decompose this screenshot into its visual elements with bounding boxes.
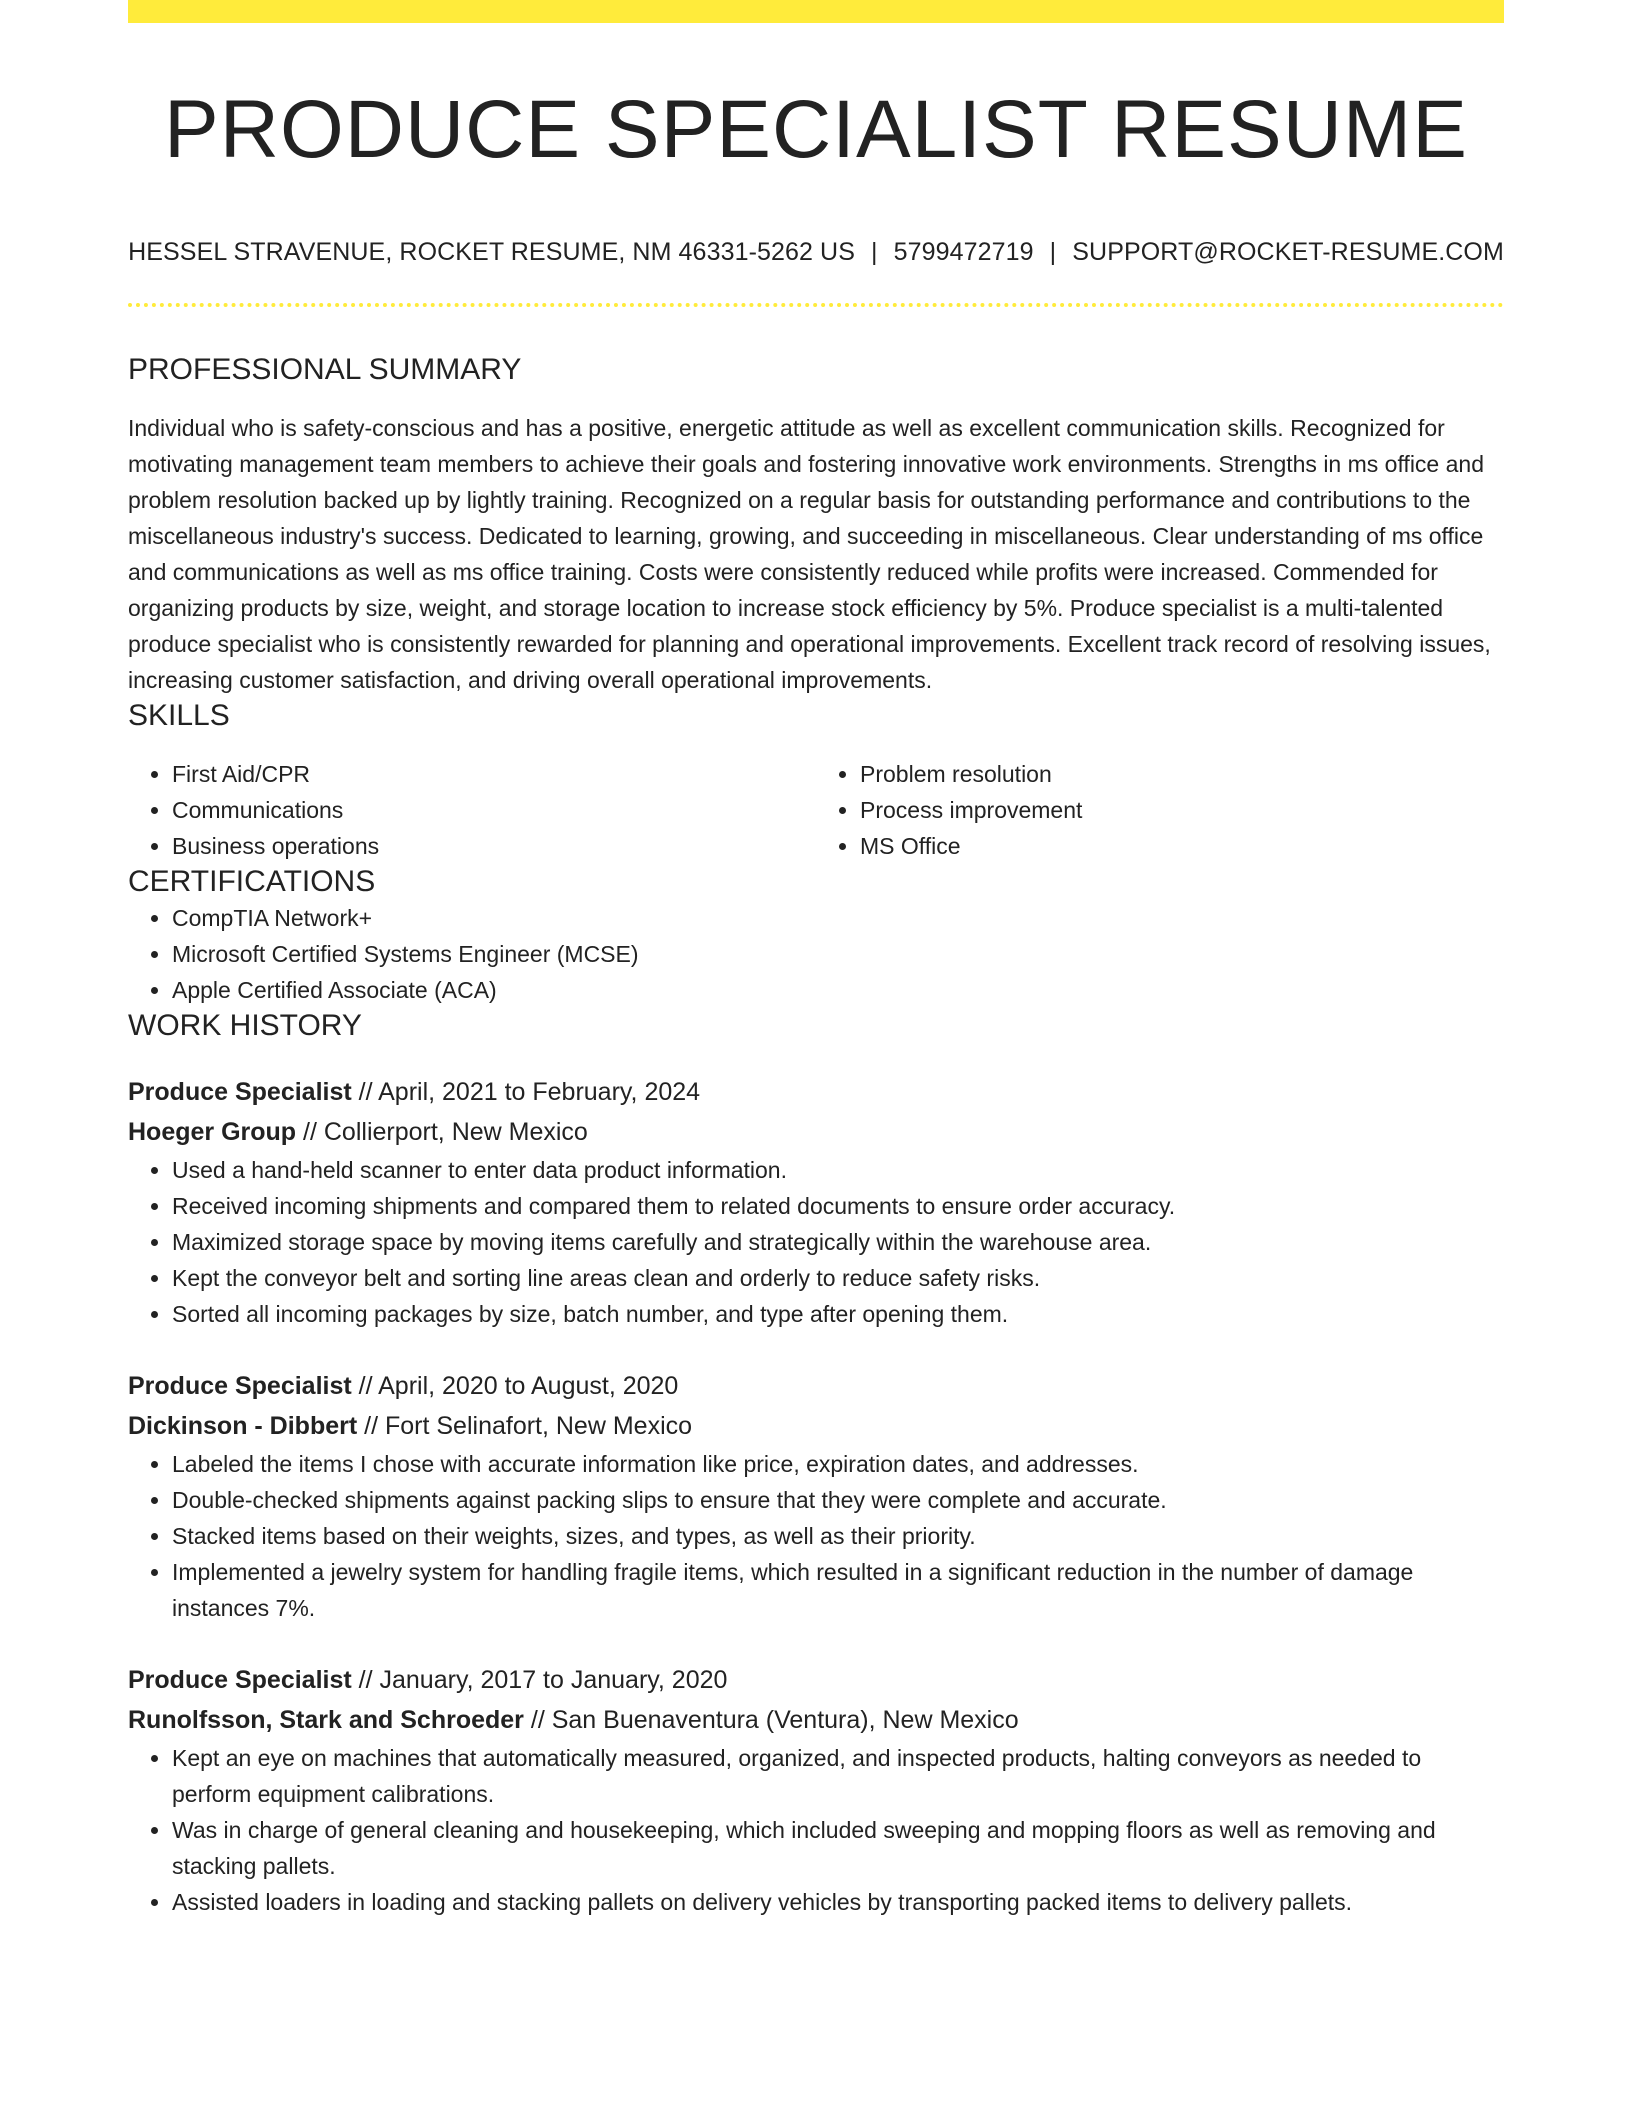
certification-item: • Apple Certified Associate (ACA) [172,972,1504,1008]
skills-list-right [816,756,1504,864]
job-delimiter: // [523,1706,552,1735]
job-bullets [128,1446,1504,1626]
job-delimiter: // [351,1666,380,1695]
job-delimiter: // [296,1118,324,1147]
skill-item: • Problem resolution [860,756,1504,792]
job-bullet: • Assisted loaders in loading and stacking pallets on delivery vehicles by transporting packed items to delivery pallets. [172,1884,1504,1920]
work-history-heading: WORK HISTORY [128,1009,362,1043]
job-location: Fort Selinafort, New Mexico [384,1412,693,1441]
contact-address: HESSEL STRAVENUE, ROCKET RESUME, NM 46331-5262 US [128,238,855,267]
summary-section [128,352,1504,698]
job-title-line [128,1660,1504,1700]
contact-email: SUPPORT@ROCKET-RESUME.COM [1072,238,1504,267]
job-title: Produce Specialist [128,1666,352,1695]
job-bullet: • Was in charge of general cleaning and housekeeping, which included sweeping and mopping floors as well as removing and stacking pallets. [172,1812,1504,1884]
skills-section [128,698,1504,864]
job-dates: April, 2021 to February, 2024 [378,1078,701,1107]
contact-separator: | [1049,238,1057,267]
header-divider [128,303,1504,307]
job-dates: April, 2020 to August, 2020 [378,1372,679,1401]
job-title-line [128,1072,1504,1112]
resume-page [128,0,1504,1920]
contact-separator: | [871,238,878,267]
resume-title: PRODUCE SPECIALIST RESUME [164,84,1468,175]
job-title: Produce Specialist [128,1078,352,1107]
contact-phone: 5799472719 [893,238,1034,267]
top-accent-bar [128,0,1504,23]
job-company: Dickinson - Dibbert [128,1412,358,1441]
certifications-heading: CERTIFICATIONS [128,865,376,899]
job-location: San Buenaventura (Ventura), New Mexico [551,1706,1019,1735]
skills-heading: SKILLS [128,699,230,733]
job-company-line [128,1112,1504,1152]
skills-list-left [128,756,816,864]
job-company: Runolfsson, Stark and Schroeder [128,1706,524,1735]
job-bullet: • Sorted all incoming packages by size, batch number, and type after opening them. [172,1296,1504,1332]
certification-item: • Microsoft Certified Systems Engineer (MCSE) [172,936,1504,972]
skill-item: • Business operations [172,828,816,864]
job-delimiter: // [351,1372,379,1401]
job-title-line [128,1366,1504,1406]
job-bullet: • Received incoming shipments and compared them to related documents to ensure order accuracy. [172,1188,1504,1224]
skills-grid [128,756,1504,864]
job-bullet: • Implemented a jewelry system for handling fragile items, which resulted in a significant reduction in the number of damage instances 7%. [172,1554,1504,1626]
job-bullet: • Kept an eye on machines that automatically measured, organized, and inspected products, halting conveyors as needed to perform equipment calibrations. [172,1740,1504,1812]
job-bullet: • Stacked items based on their weights, sizes, and types, as well as their priority. [172,1518,1504,1554]
skill-item: • Process improvement [860,792,1504,828]
contact-line [128,237,1504,267]
job-bullets [128,1152,1504,1332]
certification-item: • CompTIA Network+ [172,900,1504,936]
skill-item: • MS Office [860,828,1504,864]
job-entry [128,1660,1504,1920]
job-delimiter: // [351,1078,379,1107]
job-bullet: • Used a hand-held scanner to enter data product information. [172,1152,1504,1188]
job-company-line [128,1406,1504,1446]
job-entry [128,1366,1504,1626]
work-history-section [128,1008,1504,1920]
job-location: Collierport, New Mexico [323,1118,588,1147]
job-delimiter: // [357,1412,385,1441]
job-dates: January, 2017 to January, 2020 [379,1666,728,1695]
job-bullet: • Labeled the items I chose with accurate information like price, expiration dates, and addresses. [172,1446,1504,1482]
job-title: Produce Specialist [128,1372,352,1401]
job-bullet: • Maximized storage space by moving items carefully and strategically within the warehouse area. [172,1224,1504,1260]
job-bullet: • Kept the conveyor belt and sorting line areas clean and orderly to reduce safety risks. [172,1260,1504,1296]
summary-text: Individual who is safety-conscious and has a positive, energetic attitude as well as excellent communication skills. Recognized for motivating management team members to achieve their goals and fostering innovative work environments. Strengths in ms office and problem resolution backed up by lightly training. Recognized on a regular basis for outstanding performance and contributions to the miscellaneous industry's success. Dedicated to learning, growing, and succeeding in miscellaneous. Clear understanding of ms office and communications as well as ms office training. Costs were consistently reduced while profits were increased. Commended for organizing products by size, weight, and storage location to increase stock efficiency by 5%. Produce specialist is a multi-talented produce specialist who is consistently rewarded for planning and operational improvements. Excellent track record of resolving issues, increasing customer satisfaction, and driving overall operational improvements. [128,415,1491,694]
skill-item: • First Aid/CPR [172,756,816,792]
certifications-section [128,864,1504,1008]
certifications-list [128,900,1504,1008]
job-bullets [128,1740,1504,1920]
skill-item: • Communications [172,792,816,828]
job-company-line [128,1700,1504,1740]
job-company: Hoeger Group [128,1118,297,1147]
job-entry [128,1072,1504,1332]
job-bullet: • Double-checked shipments against packing slips to ensure that they were complete and accurate. [172,1482,1504,1518]
summary-heading: PROFESSIONAL SUMMARY [128,353,522,387]
